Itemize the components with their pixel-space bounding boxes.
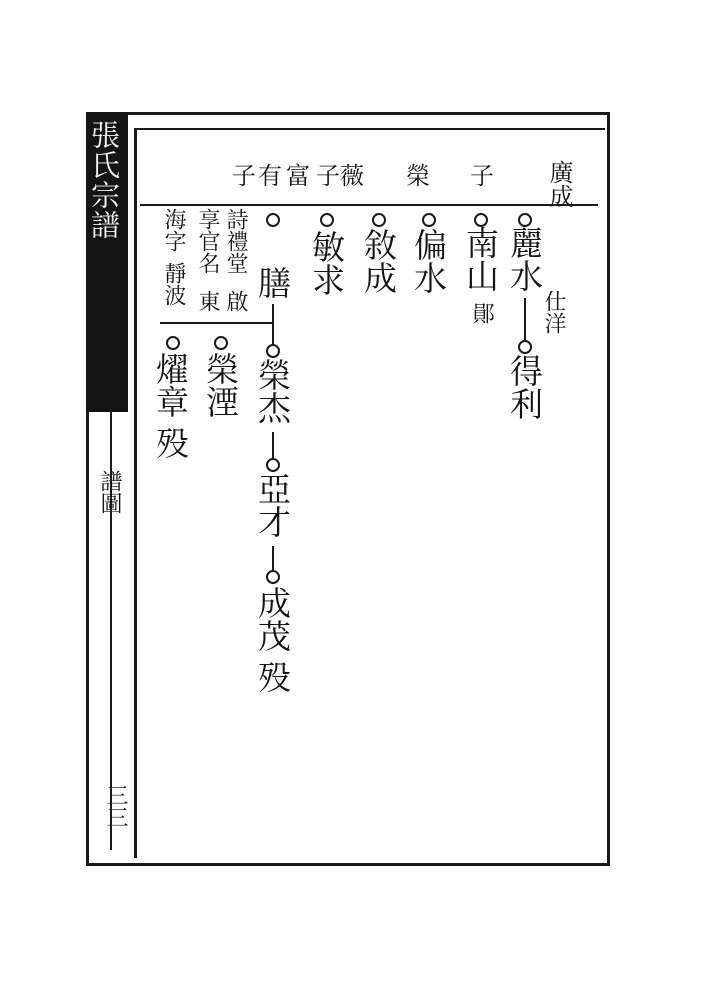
header-char-7: 子: [232, 162, 256, 190]
header-divider: [140, 204, 598, 206]
person-minqiu: 敏求: [307, 230, 346, 296]
descent-line: [272, 304, 274, 348]
spine-title: 張氏宗譜: [87, 120, 121, 240]
person-lishui-note: 仕洋: [541, 290, 566, 334]
lineage-name: 廣成: [545, 160, 573, 208]
person-nanshan-mark: 鄖: [469, 302, 494, 324]
person-yaozhang: 燿章: [151, 352, 190, 418]
descent-line: [524, 298, 526, 342]
descent-line: [272, 546, 274, 572]
person-haizi-suffix: 靜波: [161, 262, 186, 306]
person-shilitang-suffix: 啟: [223, 290, 248, 312]
node-rongjie: [266, 344, 280, 358]
person-chengmao-mark: 殁: [253, 660, 292, 693]
header-char-1: 子: [470, 162, 494, 190]
person-xucheng: 敘成: [359, 228, 398, 294]
sibling-connector: [160, 322, 272, 324]
node-minqiu: [320, 213, 334, 227]
node-shan: [266, 213, 280, 227]
person-rongjie: 榮杰: [253, 358, 292, 424]
header-char-2: 榮: [406, 162, 430, 190]
child-node: [518, 340, 532, 354]
header-char-4: 子: [316, 162, 340, 190]
node-nanshan: [474, 213, 488, 227]
node-pianshui: [422, 213, 436, 227]
section-label: 譜圖: [97, 470, 122, 514]
person-rongyan: 榮湮: [201, 352, 240, 418]
node-chengmao: [266, 570, 280, 584]
person-yaozhang-mark: 殁: [151, 426, 190, 459]
person-chengmao: 成茂: [253, 586, 292, 652]
lineage-node: [518, 213, 532, 227]
person-xiangguan: 享官名: [195, 208, 220, 274]
page-number: 三三: [103, 784, 128, 828]
person-yacai: 亞才: [253, 472, 292, 538]
header-char-5: 富: [286, 162, 310, 190]
person-deli: 得利: [505, 354, 544, 420]
person-haizi: 海字: [161, 208, 186, 252]
person-xiangguan-suffix: 東: [195, 290, 220, 312]
person-nanshan: 南山: [461, 226, 500, 292]
person-shan: 膳: [253, 266, 292, 299]
person-shilitang: 詩禮堂: [223, 208, 248, 274]
header-char-6: 有: [258, 162, 282, 190]
person-lishui: 麗水: [505, 226, 544, 292]
node-rongyan: [214, 336, 228, 350]
person-pianshui: 偏水: [409, 228, 448, 294]
node-yaozhang: [166, 336, 180, 350]
header-char-3: 薇: [340, 162, 364, 190]
node-yacai: [266, 458, 280, 472]
node-xucheng: [372, 213, 386, 227]
